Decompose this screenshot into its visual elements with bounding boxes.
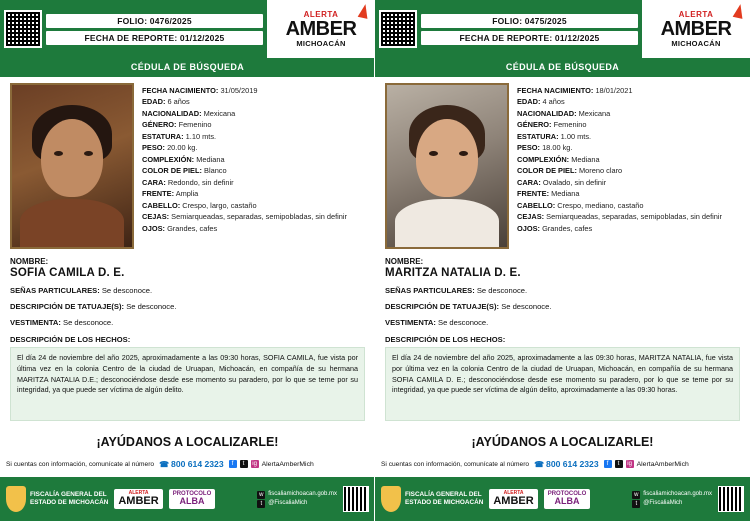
footer-amber-alerta: ALERTA [128, 490, 149, 496]
header-folio-block [421, 0, 642, 58]
spec-row [517, 200, 740, 211]
fiscalia-line-1: FISCALÍA GENERAL DEL [30, 491, 107, 498]
report-date-line [46, 31, 263, 45]
spec-value: Moreno claro [579, 166, 623, 176]
field-senas [10, 286, 365, 295]
photo-column [10, 83, 134, 249]
fiscalia-block [381, 486, 483, 512]
facts-box: El día 24 de noviembre del año 2025, aproximadamente a las 09:30 horas, MARITZA NATALIA, fue vista por última vez en la colonia Centro de la ciudad de Uruapan, Michoacán, en compañía de su hermana SOFIA CAMILA D. E.; desconociéndose desde ese momento su paradero, por lo que se teme por su integridad, ya que puede ser víctima de algún delito, aproximadamente a las 09:30 horas. [385, 347, 740, 421]
spec-key: FRENTE: [142, 189, 175, 199]
field-label: SEÑAS PARTICULARES: [385, 286, 475, 295]
twitter-icon[interactable]: t [240, 460, 248, 468]
phone-link[interactable] [534, 459, 599, 469]
qr-code-icon[interactable] [379, 10, 417, 48]
flame-icon [733, 3, 746, 19]
poster-body [0, 77, 375, 249]
fiscalia-block [6, 486, 108, 512]
help-headline: ¡AYÚDANOS A LOCALIZARLE! [96, 435, 279, 449]
footer-qr-icon[interactable] [718, 486, 744, 512]
field-label: DESCRIPCIÓN DE TATUAJE(S): [10, 302, 125, 311]
footer-twitter[interactable]: @FiscaliaMich [268, 500, 308, 506]
victim-photo [385, 83, 509, 249]
globe-icon: w [259, 491, 264, 498]
globe-icon: w [634, 491, 639, 498]
fiscalia-line-2: ESTADO DE MICHOACÁN [30, 499, 109, 506]
photo-column [385, 83, 509, 249]
photo-face-shape [416, 119, 478, 197]
phone-icon: ☎ [159, 459, 170, 469]
poster-footer [375, 477, 750, 521]
footer-alba-protocolo: PROTOCOLO [172, 491, 212, 498]
field-value: Se desconoce. [63, 318, 114, 327]
spec-value: 31/05/2019 [220, 86, 258, 95]
phone-number: 800 614 2323 [171, 459, 224, 469]
report-date-label: FECHA DE REPORTE: [459, 32, 553, 43]
facebook-icon[interactable]: f [604, 460, 612, 468]
spec-value: 18/01/2021 [595, 86, 633, 95]
folio-line [46, 14, 263, 28]
spec-key: NACIONALIDAD: [517, 108, 577, 118]
footer-web[interactable]: fiscaliamichoacan.gob.mx [643, 491, 712, 497]
spec-value: Ovalado, sin definir [542, 177, 607, 187]
photo-face-shape [41, 119, 103, 197]
footer-web[interactable]: fiscaliamichoacan.gob.mx [268, 491, 337, 497]
spec-key: FECHA NACIMIENTO: [517, 86, 594, 95]
spec-row [517, 165, 740, 176]
field-value: Se desconoce. [476, 286, 528, 295]
amber-logo-alerta: ALERTA [303, 9, 339, 19]
contact-text: Si cuentas con información, comunícate al número [381, 460, 530, 468]
spec-row [142, 119, 365, 130]
amber-logo [642, 0, 750, 58]
fiscalia-line-2: ESTADO DE MICHOACÁN [405, 499, 484, 506]
spec-value: Semiarqueadas, separadas, semipobladas, sin definir [171, 212, 348, 222]
spec-row [517, 85, 740, 96]
twitter-icon: t [632, 500, 640, 508]
fiscalia-emblem-icon [6, 486, 26, 512]
victim-name: MARITZA NATALIA D. E. [385, 267, 521, 279]
spec-value: 4 años [542, 97, 565, 107]
spec-key: FECHA NACIMIENTO: [142, 86, 219, 95]
photo-eye-left [429, 151, 438, 156]
footer-twitter[interactable]: @FiscaliaMich [643, 500, 683, 506]
spec-row [142, 165, 365, 176]
help-headline: ¡AYÚDANOS A LOCALIZARLE! [471, 435, 654, 449]
spec-key: OJOS: [142, 223, 165, 233]
footer-amber-logo [489, 489, 537, 509]
footer-qr-icon[interactable] [343, 486, 369, 512]
field-label: DESCRIPCIÓN DE TATUAJE(S): [385, 302, 500, 311]
spec-key: GÉNERO: [142, 120, 177, 130]
report-date-line [421, 31, 638, 45]
folio-line [421, 14, 638, 28]
field-value: Se desconoce. [126, 302, 177, 311]
spec-row [142, 96, 365, 107]
spec-value: Blanco [204, 166, 227, 176]
spec-value: Femenino [178, 120, 212, 130]
spec-key: CARA: [142, 177, 166, 187]
spec-value: Semiarqueadas, separadas, semipobladas, sin definir [546, 212, 723, 222]
amber-logo-state: MICHOACÁN [671, 38, 721, 48]
spec-value: 20.00 kg. [167, 143, 198, 153]
spec-value: Redondo, sin definir [167, 177, 234, 187]
footer-amber-amber: AMBER [493, 495, 534, 507]
footer-contact [257, 490, 337, 508]
spec-value: 18.00 kg. [542, 143, 573, 153]
flame-icon [358, 3, 371, 19]
poster-header [375, 0, 750, 58]
poster-body [375, 77, 750, 249]
spec-key: COMPLEXIÓN: [142, 154, 195, 164]
twitter-icon: t [257, 500, 265, 508]
spec-row [142, 177, 365, 188]
spec-row [142, 142, 365, 153]
amber-logo-amber: AMBER [285, 17, 357, 40]
spec-key: COLOR DE PIEL: [517, 166, 577, 176]
name-label: NOMBRE: [10, 257, 49, 266]
photo-eye-right [84, 151, 93, 156]
spec-value: Amplia [175, 189, 199, 199]
spec-row [517, 223, 740, 234]
amber-logo-alerta: ALERTA [678, 9, 714, 19]
spec-value: Mediana [551, 189, 580, 199]
spec-value: Mediana [571, 154, 600, 164]
folio-label: FOLIO: [492, 15, 523, 26]
contact-bar [0, 457, 375, 472]
field-label: VESTIMENTA: [385, 318, 436, 327]
spec-row [142, 188, 365, 199]
footer-alba-logo [544, 489, 591, 509]
header-qr-wrap [0, 0, 46, 58]
spec-row [517, 108, 740, 119]
spec-value: Femenino [553, 120, 587, 130]
field-senas [385, 286, 740, 295]
facts-label: DESCRIPCIÓN DE LOS HECHOS: [10, 335, 131, 344]
qr-code-icon[interactable] [4, 10, 42, 48]
spec-key: PESO: [517, 143, 540, 153]
photo-body-shape [395, 199, 499, 247]
poster-header [0, 0, 375, 58]
spec-row [142, 108, 365, 119]
spec-key: PESO: [142, 143, 165, 153]
contact-text: Si cuentas con información, comunícate al número [6, 460, 155, 468]
report-date-value: 01/12/2025 [554, 32, 600, 43]
spec-row [517, 177, 740, 188]
spec-row [142, 200, 365, 211]
instagram-icon[interactable]: ig [627, 461, 632, 467]
field-label: VESTIMENTA: [10, 318, 61, 327]
folio-label: FOLIO: [117, 15, 148, 26]
spec-key: EDAD: [517, 97, 541, 107]
name-block [0, 249, 375, 327]
spec-key: COLOR DE PIEL: [142, 166, 202, 176]
instagram-icon[interactable]: ig [252, 461, 257, 467]
field-vestimenta [385, 318, 740, 327]
spec-key: FRENTE: [517, 189, 550, 199]
header-qr-wrap [375, 0, 421, 58]
spec-key: COMPLEXIÓN: [517, 154, 570, 164]
social-handles[interactable] [604, 460, 689, 468]
footer-amber-alerta: ALERTA [503, 490, 524, 496]
report-date-label: FECHA DE REPORTE: [84, 32, 178, 43]
report-date-value: 01/12/2025 [179, 32, 225, 43]
name-block [375, 249, 750, 327]
spec-key: EDAD: [142, 97, 166, 107]
fiscalia-line-1: FISCALÍA GENERAL DEL [405, 491, 482, 498]
spec-value: Crespo, mediano, castaño [557, 200, 644, 210]
photo-eye-right [459, 151, 468, 156]
header-folio-block [46, 0, 267, 58]
facebook-icon[interactable]: f [229, 460, 237, 468]
spec-row [517, 96, 740, 107]
footer-alba-protocolo: PROTOCOLO [547, 491, 587, 498]
footer-contact [632, 490, 712, 508]
amber-logo-state: MICHOACÁN [296, 38, 346, 48]
spec-row [517, 142, 740, 153]
facts-box: El día 24 de noviembre del año 2025, aproximadamente a las 09:30 horas, SOFIA CAMILA, fue vista por última vez en la colonia Centro de la ciudad de Uruapan, Michoacán, en compañía de su hermana MARITZA NATALIA D.E.; desconociéndose desde ese momento su paradero, por lo que se teme por su integridad, ya que puede ser víctima de algún delito. [10, 347, 365, 421]
photo-body-shape [20, 199, 124, 247]
spec-value: Mediana [196, 154, 225, 164]
photo-eye-left [54, 151, 63, 156]
spec-value: Grandes, cafes [167, 223, 218, 233]
spec-key: CABELLO: [517, 200, 556, 210]
spec-key: CEJAS: [517, 212, 545, 222]
field-value: Se desconoce. [438, 318, 489, 327]
spec-row [517, 119, 740, 130]
cedula-banner: CÉDULA DE BÚSQUEDA [375, 58, 750, 77]
folio-value: 0476/2025 [149, 15, 192, 26]
spec-row [142, 223, 365, 234]
spec-key: GÉNERO: [517, 120, 552, 130]
footer-alba-alba: ALBA [179, 496, 205, 507]
social-handle-text: AlertaAmberMich [636, 460, 689, 468]
spec-value: 6 años [167, 97, 190, 107]
spec-row [517, 154, 740, 165]
folio-value: 0475/2025 [524, 15, 567, 26]
twitter-icon[interactable]: t [615, 460, 623, 468]
spec-value: Crespo, largo, castaño [182, 200, 257, 210]
alert-poster-right [375, 0, 750, 521]
phone-number: 800 614 2323 [546, 459, 599, 469]
spec-value: 1.00 mts. [560, 131, 592, 141]
field-value: Se desconoce. [101, 286, 153, 295]
phone-icon: ☎ [534, 459, 545, 469]
spec-value: Mexicana [203, 108, 236, 118]
spec-row [517, 188, 740, 199]
spec-row [142, 85, 365, 96]
spec-value: Grandes, cafes [542, 223, 593, 233]
spec-key: CEJAS: [142, 212, 170, 222]
spec-value: 1.10 mts. [185, 131, 217, 141]
contact-bar [375, 457, 750, 472]
field-tatuajes [385, 302, 740, 311]
spec-key: ESTATURA: [142, 131, 184, 141]
phone-link[interactable] [159, 459, 224, 469]
field-value: Se desconoce. [501, 302, 552, 311]
poster-footer [0, 477, 375, 521]
spec-row [142, 154, 365, 165]
spec-key: OJOS: [517, 223, 540, 233]
footer-amber-logo [114, 489, 162, 509]
victim-photo [10, 83, 134, 249]
victim-name: SOFIA CAMILA D. E. [10, 267, 125, 279]
spec-key: ESTATURA: [517, 131, 559, 141]
field-vestimenta [10, 318, 365, 327]
spec-list [517, 83, 740, 249]
facts-label: DESCRIPCIÓN DE LOS HECHOS: [385, 335, 506, 344]
spec-list [142, 83, 365, 249]
social-handles[interactable] [229, 460, 314, 468]
spec-row [142, 211, 365, 222]
spec-value: Mexicana [578, 108, 611, 118]
footer-amber-amber: AMBER [118, 495, 159, 507]
name-label: NOMBRE: [385, 257, 424, 266]
footer-alba-logo [169, 489, 216, 509]
spec-key: CARA: [517, 177, 541, 187]
field-tatuajes [10, 302, 365, 311]
amber-logo [267, 0, 375, 58]
amber-logo-amber: AMBER [660, 17, 732, 40]
fiscalia-emblem-icon [381, 486, 401, 512]
spec-key: CABELLO: [142, 200, 181, 210]
poster-divider [374, 0, 375, 521]
spec-key: NACIONALIDAD: [142, 108, 202, 118]
spec-row [517, 211, 740, 222]
spec-row [517, 131, 740, 142]
social-handle-text: AlertaAmberMich [261, 460, 314, 468]
cedula-banner: CÉDULA DE BÚSQUEDA [0, 58, 375, 77]
footer-alba-alba: ALBA [554, 496, 580, 507]
spec-row [142, 131, 365, 142]
field-label: SEÑAS PARTICULARES: [10, 286, 100, 295]
